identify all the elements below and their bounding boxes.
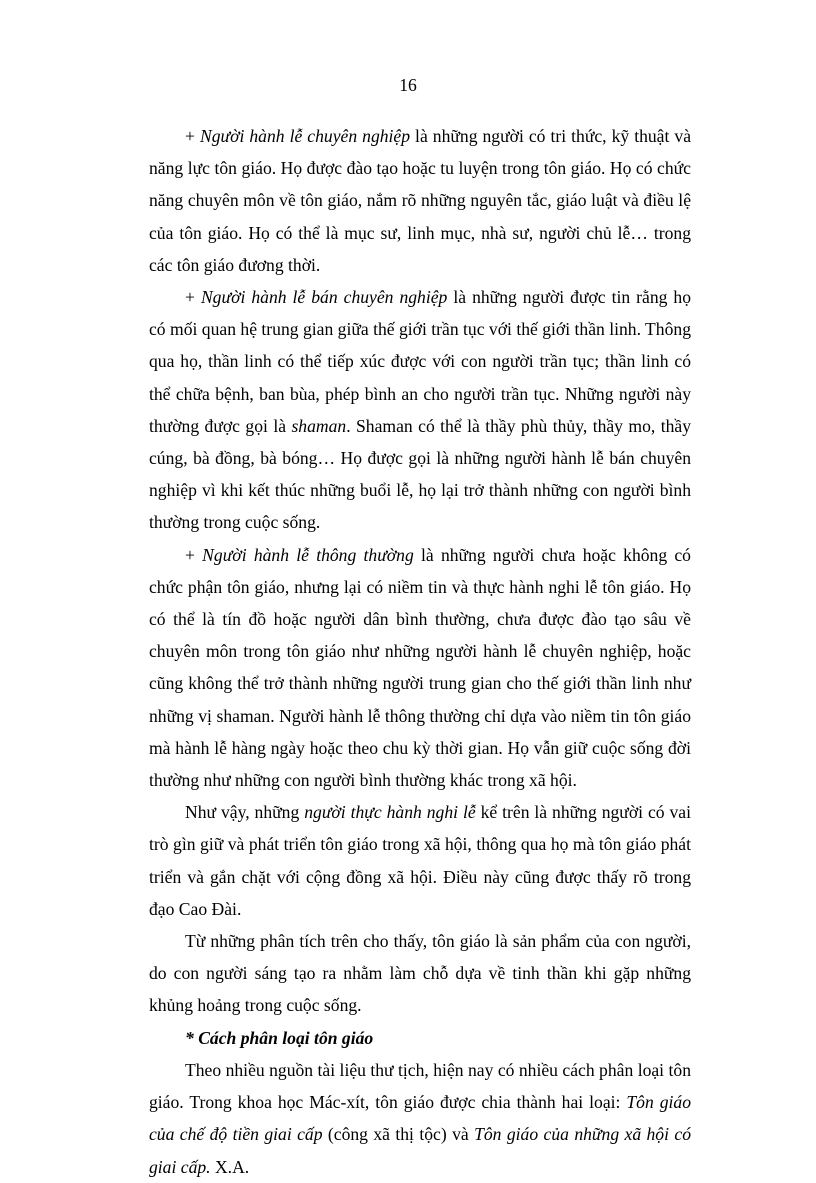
text-run: +	[185, 126, 200, 146]
paragraph-religion-human-product	[149, 925, 691, 1022]
text-run: +	[185, 287, 201, 308]
page-number: 16	[399, 75, 417, 95]
text-run: Như vậy, những	[185, 802, 305, 823]
body-text	[149, 120, 691, 1183]
paragraph-ordinary-officiants	[149, 539, 691, 797]
italic-text-run: shaman	[291, 415, 347, 436]
italic-text-run: người thực hành nghi lễ	[304, 802, 476, 823]
text-run: là những người được tin rằng họ có mối quan hệ trung gian giữa thế giới trần tục với thế giới thần linh. Thông qua họ, thần linh có thể tiếp xúc được với con người trần tục; thần linh có thể chữa bệnh, ban bùa, phép bình an cho người trần tục. Những người này thường được gọi là	[149, 287, 692, 436]
italic-text-run: Người hành lễ chuyên nghiệp	[199, 126, 411, 146]
paragraph-classification	[149, 1054, 691, 1183]
section-heading-text: * Cách phân loại tôn giáo	[185, 1027, 374, 1048]
paragraph-conclusion-ritual-practitioners	[149, 796, 691, 925]
italic-text-run: Người hành lễ bán chuyên nghiệp	[200, 287, 448, 308]
text-run: (công xã thị tộc) và	[322, 1124, 475, 1145]
text-run: +	[185, 544, 203, 565]
italic-text-run: Tôn giáo của chế độ tiền giai cấp	[149, 1092, 691, 1145]
text-run: kể trên là những người có vai trò gìn giữ và phát triển tôn giáo trong xã hội, thông qua họ mà tôn giáo phát triển và gắn chặt với cộng đồng xã hội. Điều này cũng được thấy rõ trong đạo Cao Đài.	[149, 802, 691, 919]
paragraph-semi-professional-officiants	[149, 281, 691, 539]
text-run: là những người có tri thức, kỹ thuật và năng lực tôn giáo. Họ được đào tạo hoặc tu luyện trong tôn giáo. Họ có chức năng chuyên môn về tôn giáo, nắm rõ những nguyên tắc, giáo luật và điều lệ của tôn giáo. Họ có thể là mục sư, linh mục, nhà sư, người chủ lễ… trong các tôn giáo đương thời.	[149, 126, 692, 275]
section-heading	[149, 1022, 691, 1054]
text-run: Theo nhiều nguồn tài liệu thư tịch, hiện nay có nhiều cách phân loại tôn giáo. Trong khoa học Mác-xít, tôn giáo được chia thành hai loại:	[149, 1059, 691, 1113]
text-run: . Shaman có thể là thầy phù thủy, thầy mo, thầy cúng, bà đồng, bà bóng… Họ được gọi là những người hành lễ bán chuyên nghiệp vì khi kết thúc những buổi lễ, họ lại trở thành những con người bình thường trong cuộc sống.	[149, 415, 691, 533]
paragraph-professional-officiants	[149, 120, 691, 281]
text-run: Từ những phân tích trên cho thấy, tôn giáo là sản phẩm của con người, do con người sáng tạo ra nhằm làm chỗ dựa về tinh thần khi gặp những khủng hoảng trong cuộc sống.	[149, 931, 691, 1016]
italic-text-run: Người hành lễ thông thường	[202, 544, 414, 565]
text-run: X.A.	[210, 1156, 250, 1177]
text-run: là những người chưa hoặc không có chức phận tôn giáo, nhưng lại có niềm tin và thực hành nghi lễ tôn giáo. Họ có thể là tín đồ hoặc người dân bình thường, chưa được đào tạo sâu về chuyên môn trong tôn giáo như những người hành lễ chuyên nghiệp, hoặc cũng không thể trở thành những người trung gian cho thế giới thần linh như những vị shaman. Người hành lễ thông thường chỉ dựa vào niềm tin tôn giáo mà hành lễ hàng ngày hoặc theo chu kỳ thời gian. Họ vẫn giữ cuộc sống đời thường như những con người bình thường khác trong xã hội.	[149, 544, 691, 791]
italic-text-run: Tôn giáo của những xã hội có giai cấp.	[149, 1124, 691, 1177]
